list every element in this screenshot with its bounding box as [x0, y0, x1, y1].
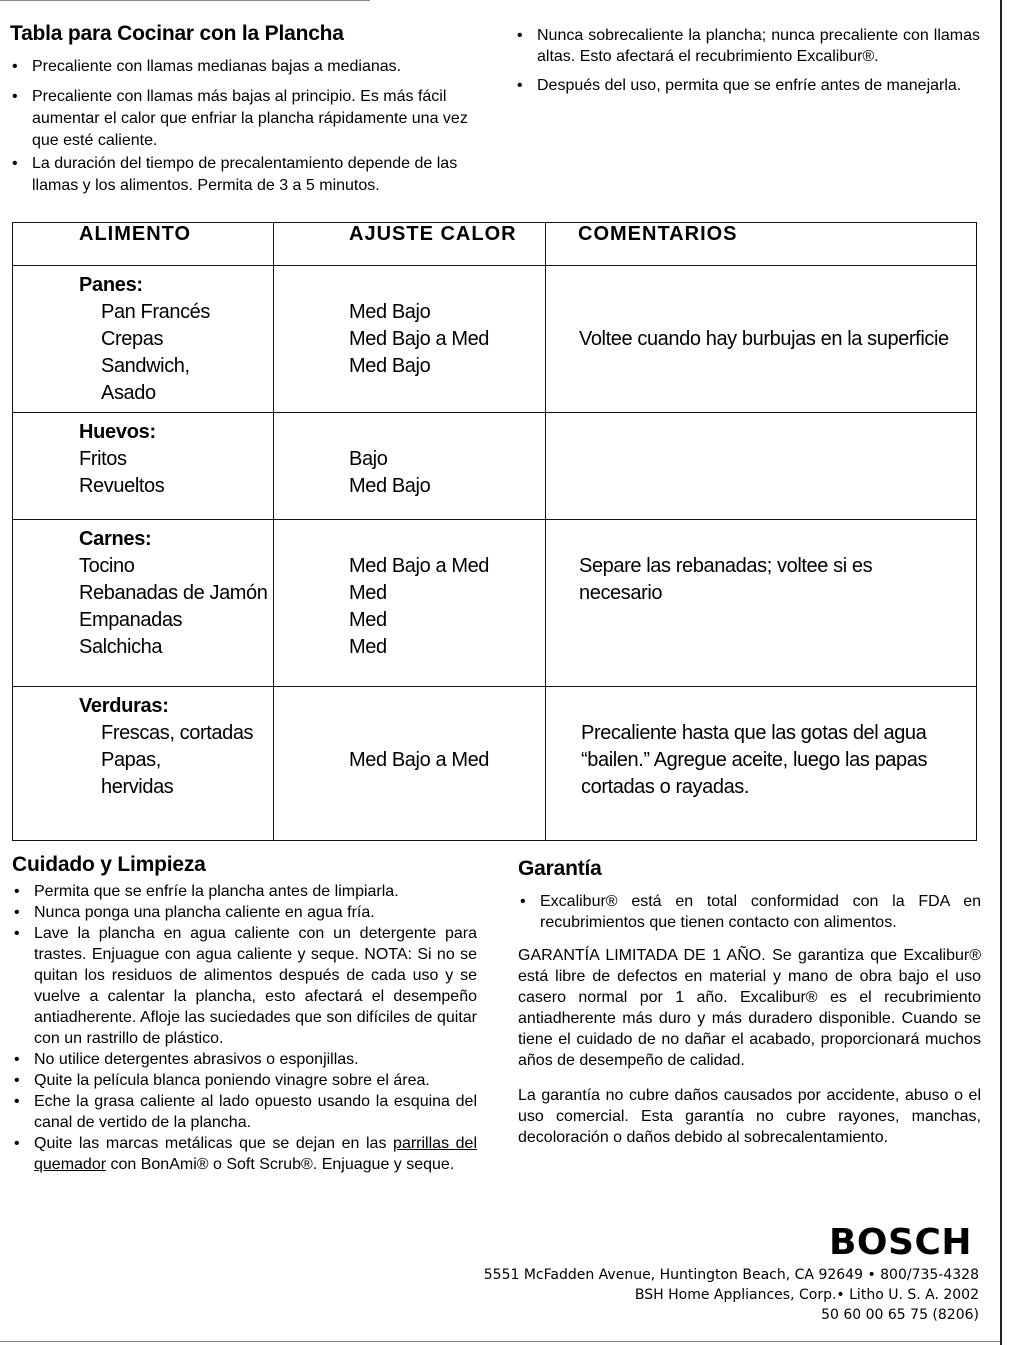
food-item: Revueltos — [79, 475, 165, 497]
care-cleaning-section — [12, 853, 477, 1175]
food-item: Salchicha — [79, 636, 163, 658]
col-header-food: ALIMENTO — [13, 223, 274, 266]
cooking-chart-table — [12, 222, 977, 841]
list-item: • Nunca ponga una plancha caliente en agua fría. — [12, 902, 477, 923]
list-item: • Quite la película blanca poniendo vinagre sobre el área. — [12, 1070, 477, 1091]
table-row — [13, 266, 977, 413]
table-row — [13, 413, 977, 520]
warranty-list — [518, 891, 981, 933]
heat-cell — [274, 413, 546, 520]
food-cell — [13, 413, 274, 520]
footer-address-block — [484, 1265, 979, 1325]
food-cell — [13, 520, 274, 687]
heat-setting: Med — [349, 609, 387, 631]
heat-setting: Med Bajo a Med — [349, 749, 490, 771]
heat-cell — [274, 687, 546, 841]
table-header-row — [13, 223, 977, 266]
griddle-intro-section — [10, 22, 480, 205]
bosch-logo: BOSCH — [828, 1222, 972, 1263]
list-item-text: Quite las marcas metálicas que se dejan en las — [34, 1135, 394, 1152]
list-item: • Excalibur® está en total conformidad con la FDA en recubrimientos que tienen contacto con alimentos. — [518, 891, 981, 933]
heat-setting: Med — [349, 636, 387, 658]
food-cell — [13, 687, 274, 841]
warranty-exclusions: La garantía no cubre daños causados por accidente, abuso o el uso comercial. Esta garantía no cubre rayones, manchas, decoloración o daños debido al sobrecalentamiento. — [518, 1087, 981, 1146]
comment-text: Precaliente hasta que las gotas del agua “bailen.” Agregue aceite, luego las papas cortadas o rayadas. — [581, 722, 928, 798]
list-item: • Permita que se enfríe la plancha antes de limpiarla. — [12, 881, 477, 902]
top-rule — [0, 0, 370, 1]
food-item: Frescas, cortadas — [101, 722, 254, 744]
care-title: Cuidado y Limpieza — [12, 853, 206, 876]
heat-setting: Med — [349, 582, 387, 604]
list-item — [12, 1133, 477, 1175]
comment-cell — [546, 687, 977, 841]
food-item: Fritos — [79, 448, 127, 470]
griddle-chart-title: Tabla para Cocinar con la Plancha — [10, 22, 344, 45]
food-item: hervidas — [101, 776, 174, 798]
burner-grates-text: parrillas del quemador — [34, 1135, 478, 1173]
page-edge-rule — [1000, 0, 1002, 1345]
table-row — [13, 687, 977, 841]
preheat-tips-list — [10, 56, 480, 197]
company-address: 5551 McFadden Avenue, Huntington Beach, CA 92649 • 800/735-4328 — [483, 1267, 979, 1283]
food-item: Asado — [101, 382, 156, 404]
list-item: • Precaliente con llamas medianas bajas a medianas. — [10, 56, 480, 78]
list-item: • Lave la plancha en agua caliente con un detergente para trastes. Enjuague con agua caliente y seque. NOTA: Si no se quitan los residuos de alimentos después de cada uso y se vuelve a calentar la plancha, esto afectará el desempeño antiadherente. Afloje las suciedades que son difíciles de quitar con un rastrillo de plástico. — [12, 923, 477, 1049]
comment-text: Separe las rebanadas; voltee si es necesario — [579, 555, 873, 604]
food-cell — [13, 266, 274, 413]
warranty-section — [518, 857, 981, 1148]
bottom-rule — [0, 1341, 1000, 1342]
food-item: Papas, — [101, 749, 161, 771]
list-item: • Nunca sobrecaliente la plancha; nunca precaliente con llamas altas. Esto afectará el recubrimiento Excalibur®. — [515, 25, 980, 67]
heat-setting: Med Bajo — [349, 355, 431, 377]
heat-setting: Bajo — [349, 448, 388, 470]
food-item: Empanadas — [79, 609, 183, 631]
list-item: • No utilice detergentes abrasivos o esponjillas. — [12, 1049, 477, 1070]
document-code: 50 60 00 65 75 (8206) — [821, 1307, 979, 1323]
heat-cell — [274, 266, 546, 413]
list-item: • Después del uso, permita que se enfríe antes de manejarla. — [515, 75, 980, 96]
heat-setting: Med Bajo a Med — [349, 328, 490, 350]
heat-setting: Med Bajo — [349, 301, 431, 323]
comment-text: Voltee cuando hay burbujas en la superficie — [579, 328, 949, 350]
list-item: • La duración del tiempo de precalentamiento depende de las llamas y los alimentos. Permita de 3 a 5 minutos. — [10, 153, 480, 197]
list-item: • Precaliente con llamas más bajas al principio. Es más fácil aumentar el calor que enfriar la plancha rápidamente una vez que esté caliente. — [10, 86, 480, 152]
warnings-list — [515, 25, 980, 96]
comment-cell — [546, 413, 977, 520]
heat-setting: Med Bajo a Med — [349, 555, 490, 577]
category-label: Panes: — [79, 274, 143, 296]
food-item: Tocino — [79, 555, 135, 577]
col-header-heat: AJUSTE CALOR — [274, 223, 546, 266]
heat-setting: Med Bajo — [349, 475, 431, 497]
warranty-title: Garantía — [518, 857, 602, 880]
food-item: Rebanadas de Jamón — [79, 582, 268, 604]
heat-cell — [274, 520, 546, 687]
comment-cell — [546, 266, 977, 413]
food-item: Pan Francés — [101, 301, 210, 323]
list-item-text: con BonAmi® o Soft Scrub®. Enjuague y seque. — [106, 1156, 455, 1173]
company-name: BSH Home Appliances, Corp.• Litho U. S. A. 2002 — [634, 1287, 979, 1303]
food-item: Sandwich, — [101, 355, 190, 377]
warranty-terms: GARANTÍA LIMITADA DE 1 AÑO. Se garantiza que Excalibur® está libre de defectos en material y mano de obra bajo el uso casero normal por 1 año. Excalibur® es el recubrimiento antiadherente más duro y más duradero disponible. Cuando se tiene el cuidado de no dañar el acabado, proporcionará muchos años de desempeño de calidad. — [518, 947, 981, 1069]
food-item: Crepas — [101, 328, 164, 350]
category-label: Verduras: — [79, 695, 169, 717]
care-list — [12, 881, 477, 1175]
warnings-section — [515, 25, 980, 104]
comment-cell — [546, 520, 977, 687]
category-label: Huevos: — [79, 421, 156, 443]
category-label: Carnes: — [79, 528, 152, 550]
table-row — [13, 520, 977, 687]
col-header-comments: COMENTARIOS — [546, 223, 977, 266]
list-item: • Eche la grasa caliente al lado opuesto usando la esquina del canal de vertido de la plancha. — [12, 1091, 477, 1133]
